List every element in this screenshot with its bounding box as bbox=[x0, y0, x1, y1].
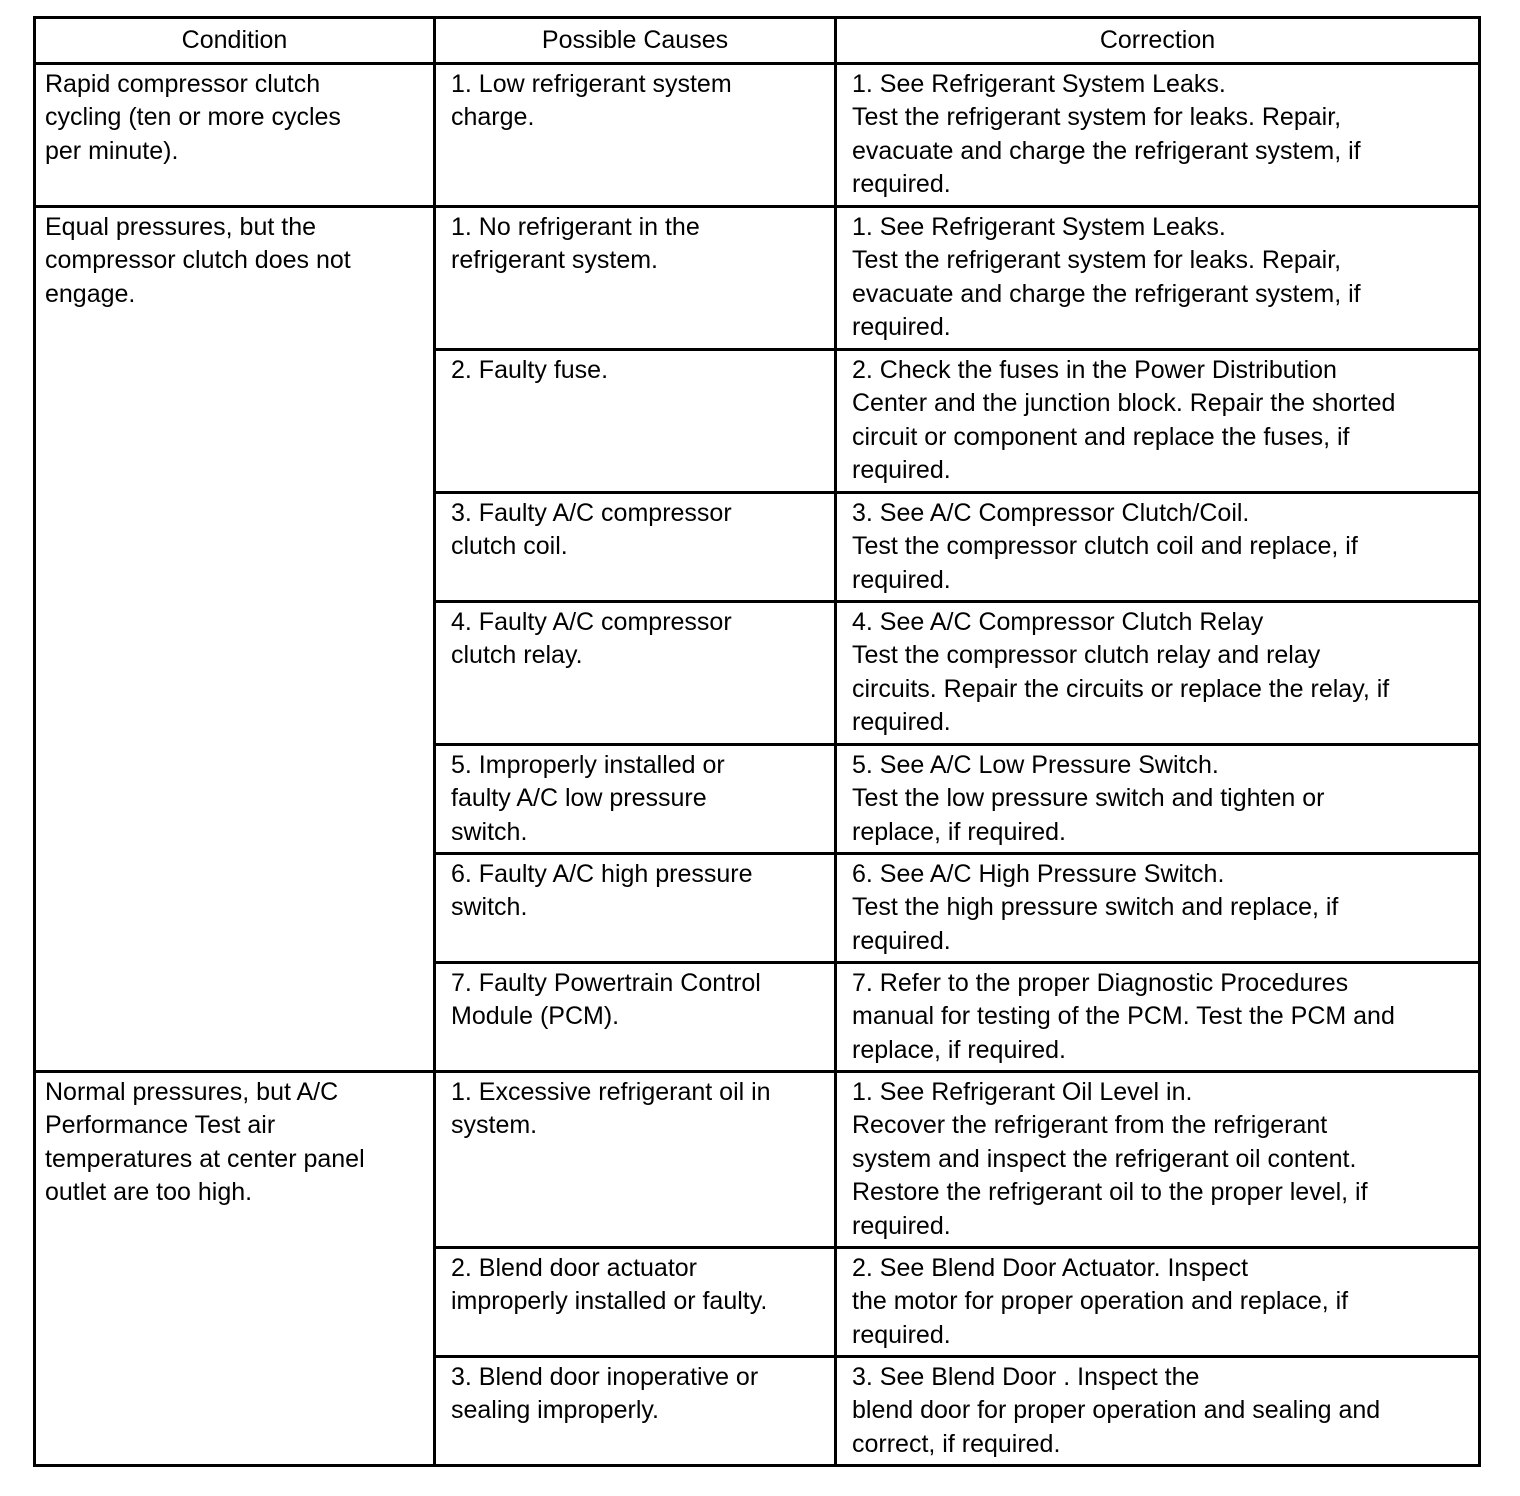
condition-text: Rapid compressor clutch bbox=[45, 70, 321, 98]
correction-text: Test the compressor clutch relay and relay bbox=[852, 641, 1321, 670]
possible-cause-cell bbox=[435, 1072, 836, 1248]
correction-text: Test the refrigerant system for leaks. Repair, bbox=[852, 103, 1342, 132]
correction-text: required. bbox=[852, 926, 951, 955]
possible-cause-text: 2. Faulty fuse. bbox=[451, 356, 609, 384]
correction-text: system and inspect the refrigerant oil content. bbox=[852, 1144, 1357, 1173]
correction-text: required. bbox=[852, 708, 951, 737]
possible-cause-text: 1. Excessive refrigerant oil in bbox=[451, 1078, 771, 1106]
possible-cause-cell bbox=[435, 745, 836, 854]
possible-cause-text: system. bbox=[451, 1111, 538, 1140]
correction-text: required. bbox=[852, 1320, 951, 1349]
correction-text: 1. See Refrigerant Oil Level in. bbox=[852, 1078, 1193, 1106]
header-possible-causes: Possible Causes bbox=[435, 18, 836, 64]
correction-text: required. bbox=[852, 456, 951, 485]
possible-cause-cell bbox=[435, 854, 836, 963]
condition-cell bbox=[35, 64, 435, 207]
condition-cell bbox=[35, 1072, 435, 1466]
correction-text: replace, if required. bbox=[852, 817, 1067, 846]
correction-text: Test the refrigerant system for leaks. Repair, bbox=[852, 246, 1342, 275]
possible-cause-text: 7. Faulty Powertrain Control bbox=[451, 969, 761, 997]
correction-text: 1. See Refrigerant System Leaks. bbox=[852, 213, 1226, 241]
header-correction: Correction bbox=[836, 18, 1480, 64]
correction-text: 3. See A/C Compressor Clutch/Coil. bbox=[852, 499, 1250, 527]
possible-cause-text: sealing improperly. bbox=[451, 1396, 659, 1425]
correction-text: the motor for proper operation and replace, if bbox=[852, 1287, 1349, 1316]
possible-cause-text: Module (PCM). bbox=[451, 1002, 620, 1031]
condition-text: Performance Test air bbox=[45, 1111, 276, 1140]
correction-cell bbox=[836, 350, 1480, 493]
correction-text: Center and the junction block. Repair the shorted bbox=[852, 389, 1396, 418]
correction-text: 7. Refer to the proper Diagnostic Procedures bbox=[852, 969, 1349, 997]
possible-cause-cell bbox=[435, 207, 836, 350]
correction-text: manual for testing of the PCM. Test the PCM and bbox=[852, 1002, 1395, 1031]
correction-cell bbox=[836, 602, 1480, 745]
possible-cause-text: 4. Faulty A/C compressor bbox=[451, 608, 732, 636]
possible-cause-text: 1. Low refrigerant system bbox=[451, 70, 732, 98]
correction-cell bbox=[836, 1357, 1480, 1466]
possible-cause-text: 5. Improperly installed or bbox=[451, 751, 725, 779]
correction-text: 5. See A/C Low Pressure Switch. bbox=[852, 751, 1219, 779]
possible-cause-text: refrigerant system. bbox=[451, 246, 659, 275]
correction-text: replace, if required. bbox=[852, 1035, 1067, 1064]
correction-cell bbox=[836, 745, 1480, 854]
correction-text: required. bbox=[852, 170, 951, 199]
table-row bbox=[35, 1072, 1480, 1248]
header-row bbox=[35, 18, 1480, 64]
condition-text: temperatures at center panel bbox=[45, 1144, 365, 1173]
table-row bbox=[35, 207, 1480, 350]
possible-cause-cell bbox=[435, 493, 836, 602]
possible-cause-cell bbox=[435, 1248, 836, 1357]
possible-cause-cell bbox=[435, 602, 836, 745]
possible-cause-text: faulty A/C low pressure bbox=[451, 784, 707, 813]
possible-cause-text: charge. bbox=[451, 103, 535, 132]
correction-cell bbox=[836, 963, 1480, 1072]
header-condition: Condition bbox=[35, 18, 435, 64]
diagnosis-table bbox=[33, 16, 1481, 1467]
correction-text: circuit or component and replace the fuses, if bbox=[852, 422, 1350, 451]
correction-text: required. bbox=[852, 313, 951, 342]
possible-cause-text: 3. Faulty A/C compressor bbox=[451, 499, 732, 527]
correction-text: Restore the refrigerant oil to the proper level, if bbox=[852, 1178, 1368, 1207]
condition-cell bbox=[35, 207, 435, 1072]
correction-text: Test the low pressure switch and tighten or bbox=[852, 784, 1325, 813]
possible-cause-text: 6. Faulty A/C high pressure bbox=[451, 860, 753, 888]
condition-text: cycling (ten or more cycles bbox=[45, 103, 341, 132]
possible-cause-cell bbox=[435, 350, 836, 493]
correction-text: 2. See Blend Door Actuator. Inspect bbox=[852, 1254, 1249, 1282]
condition-text: Equal pressures, but the bbox=[45, 213, 316, 241]
correction-text: 1. See Refrigerant System Leaks. bbox=[852, 70, 1226, 98]
possible-cause-text: switch. bbox=[451, 817, 528, 846]
possible-cause-text: clutch coil. bbox=[451, 532, 568, 561]
correction-text: evacuate and charge the refrigerant system, if bbox=[852, 279, 1361, 308]
correction-text: Test the high pressure switch and replace, if bbox=[852, 893, 1339, 922]
correction-text: circuits. Repair the circuits or replace the relay, if bbox=[852, 674, 1390, 703]
correction-text: required. bbox=[852, 1211, 951, 1240]
correction-text: 6. See A/C High Pressure Switch. bbox=[852, 860, 1225, 888]
condition-text: outlet are too high. bbox=[45, 1178, 253, 1207]
possible-cause-text: 1. No refrigerant in the bbox=[451, 213, 700, 241]
condition-text: Normal pressures, but A/C bbox=[45, 1078, 339, 1106]
correction-text: correct, if required. bbox=[852, 1429, 1061, 1458]
correction-cell bbox=[836, 493, 1480, 602]
correction-text: Recover the refrigerant from the refrigerant bbox=[852, 1111, 1328, 1140]
condition-text: per minute). bbox=[45, 136, 179, 165]
condition-text: engage. bbox=[45, 279, 136, 308]
correction-text: 4. See A/C Compressor Clutch Relay bbox=[852, 608, 1264, 636]
table-row bbox=[35, 64, 1480, 207]
correction-text: blend door for proper operation and sealing and bbox=[852, 1396, 1381, 1425]
possible-cause-cell bbox=[435, 1357, 836, 1466]
possible-cause-text: 3. Blend door inoperative or bbox=[451, 1363, 759, 1391]
correction-cell bbox=[836, 64, 1480, 207]
correction-text: 2. Check the fuses in the Power Distribution bbox=[852, 356, 1337, 384]
correction-cell bbox=[836, 1072, 1480, 1248]
condition-text: compressor clutch does not bbox=[45, 246, 351, 275]
table-body bbox=[35, 64, 1480, 1466]
correction-text: required. bbox=[852, 565, 951, 594]
possible-cause-text: 2. Blend door actuator bbox=[451, 1254, 697, 1282]
correction-text: Test the compressor clutch coil and replace, if bbox=[852, 532, 1358, 561]
possible-cause-cell bbox=[435, 64, 836, 207]
correction-text: evacuate and charge the refrigerant system, if bbox=[852, 136, 1361, 165]
correction-cell bbox=[836, 207, 1480, 350]
possible-cause-text: switch. bbox=[451, 893, 528, 922]
correction-cell bbox=[836, 1248, 1480, 1357]
possible-cause-text: improperly installed or faulty. bbox=[451, 1287, 768, 1316]
possible-cause-text: clutch relay. bbox=[451, 641, 583, 670]
possible-cause-cell bbox=[435, 963, 836, 1072]
correction-text: 3. See Blend Door . Inspect the bbox=[852, 1363, 1200, 1391]
correction-cell bbox=[836, 854, 1480, 963]
